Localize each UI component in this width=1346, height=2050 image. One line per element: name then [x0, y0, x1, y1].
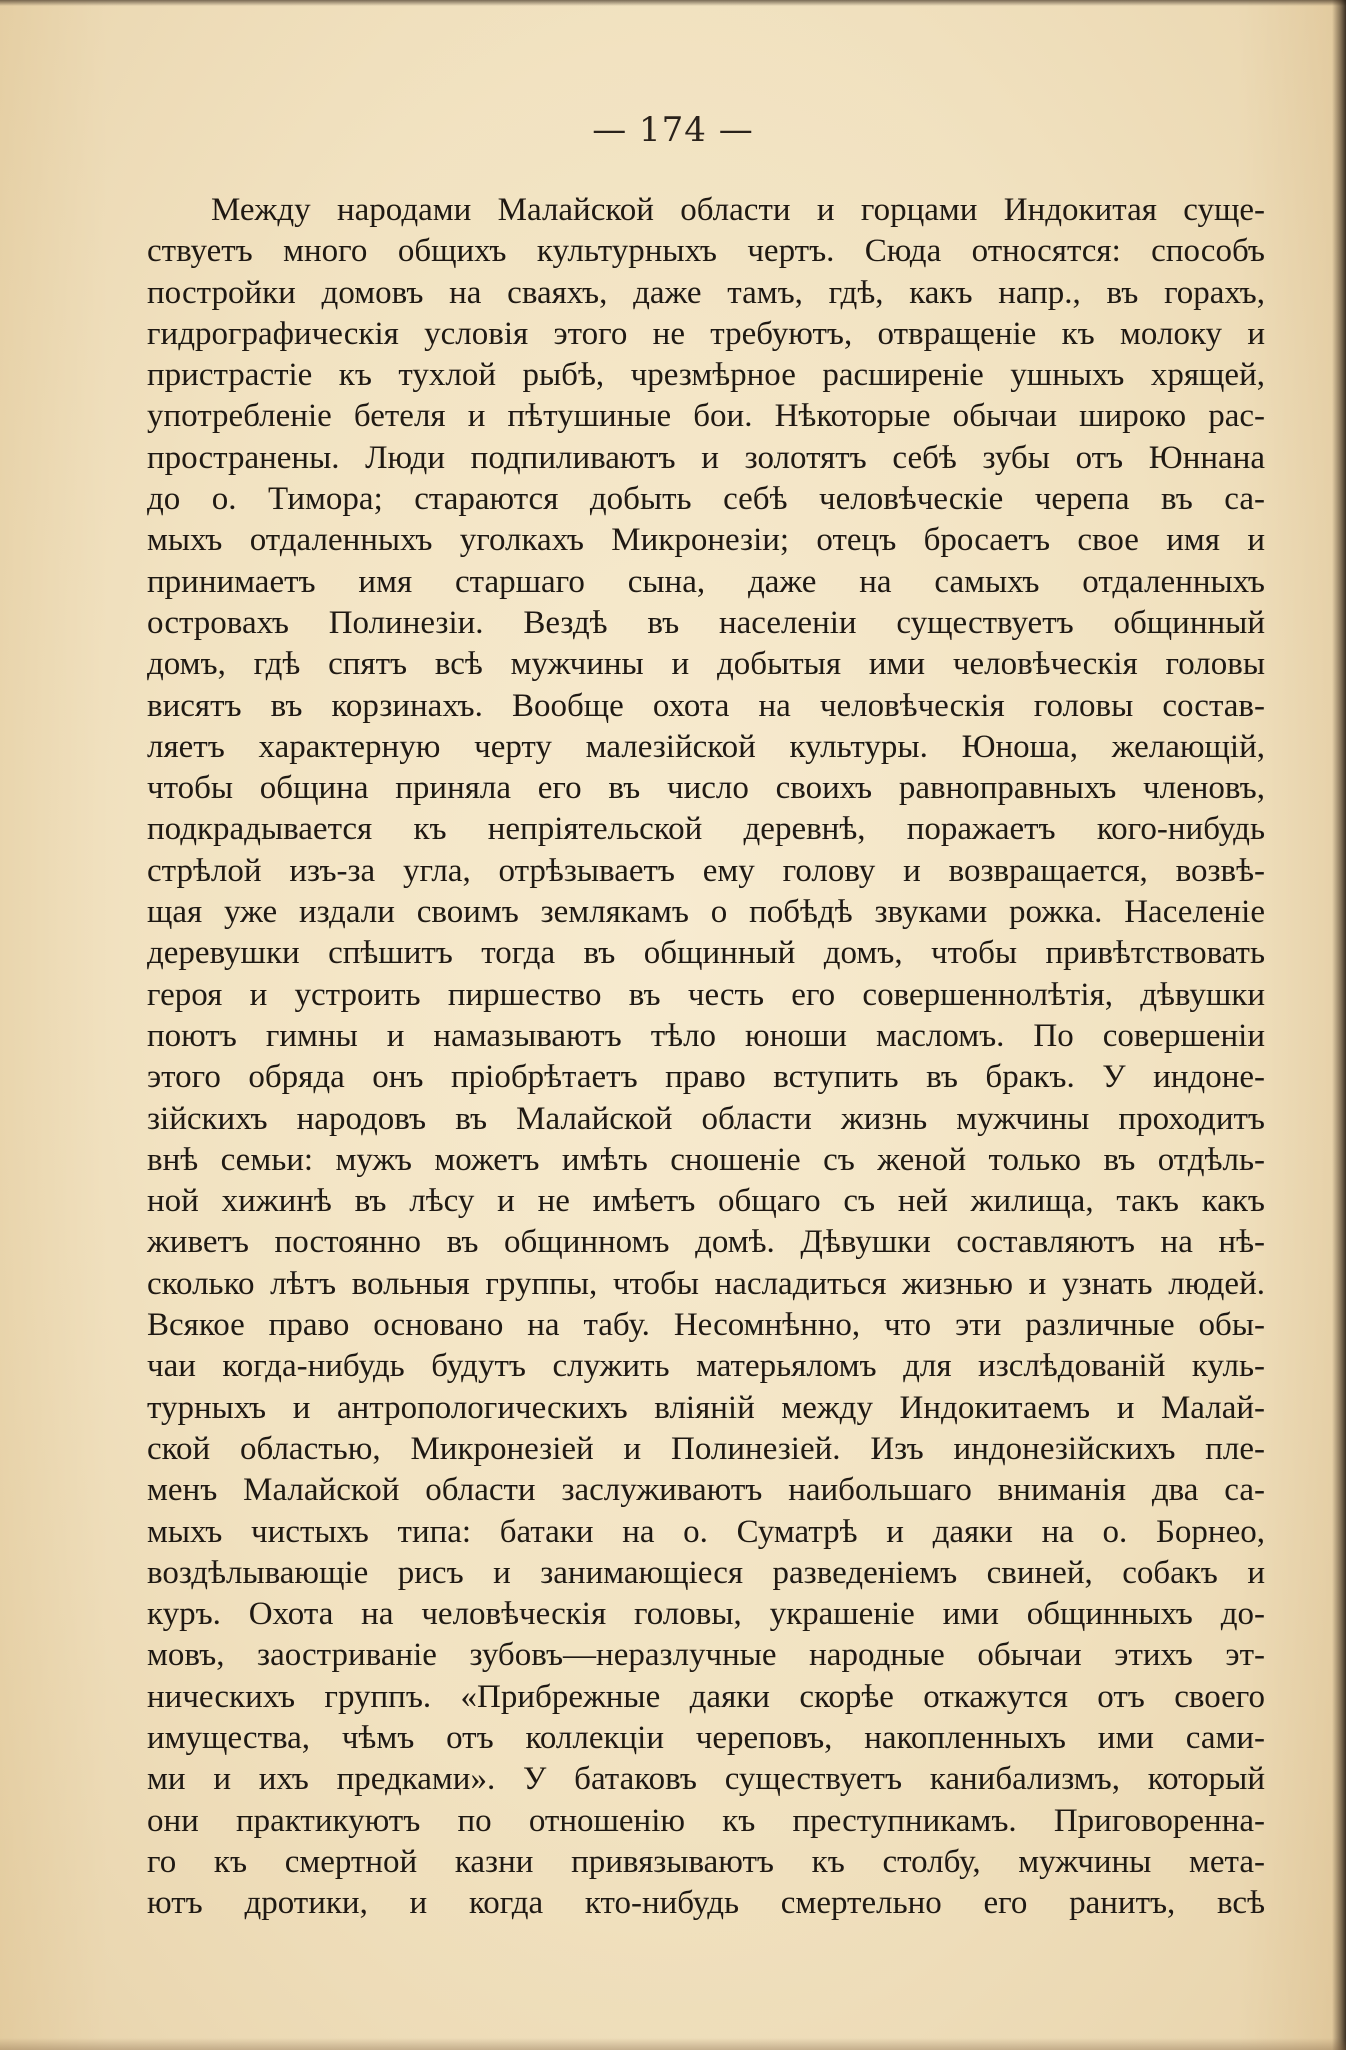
- text-line: островахъ Полинезіи. Вездѣ въ населеніи существуетъ общинный: [147, 604, 1265, 641]
- text-line: Всякое право основано на табу. Несомнѣнно, что эти различные обы-: [147, 1307, 1265, 1344]
- text-line: чаи когда-нибудь будутъ служить матерьяломъ для изслѣдованій куль-: [147, 1348, 1265, 1385]
- text-line: употребленіе бетеля и пѣтушиные бои. Нѣкоторые обычаи широко рас-: [147, 398, 1265, 435]
- text-line: стрѣлой изъ-за угла, отрѣзываетъ ему голову и возвращается, возвѣ-: [147, 852, 1265, 889]
- text-line: мыхъ чистыхъ типа: батаки на о. Суматрѣ и даяки на о. Борнео,: [147, 1513, 1265, 1550]
- text-line: принимаетъ имя старшаго сына, даже на самыхъ отдаленныхъ: [147, 563, 1265, 600]
- text-line: они практикуютъ по отношенію къ преступникамъ. Приговоренна-: [147, 1802, 1265, 1839]
- text-line: постройки домовъ на сваяхъ, даже тамъ, гдѣ, какъ напр., въ горахъ,: [147, 274, 1265, 311]
- text-line: героя и устроить пиршество въ честь его совершеннолѣтія, дѣвушки: [147, 976, 1265, 1013]
- text-line: деревушки спѣшитъ тогда въ общинный домъ, чтобы привѣтствовать: [147, 935, 1265, 972]
- text-line: ютъ дротики, и когда кто-нибудь смертельно его ранитъ, всѣ: [147, 1885, 1265, 1922]
- text-line: [147, 1924, 1265, 1965]
- page-bottom-edge-shadow: [0, 2038, 1346, 2050]
- body-text: [147, 190, 1265, 1966]
- text-line: внѣ семьи: мужъ можетъ имѣть сношеніе съ женой только въ отдѣль-: [147, 1141, 1265, 1178]
- text-line: ской областью, Микронезіей и Полинезіей. Изъ индонезійскихъ пле-: [147, 1430, 1265, 1467]
- text-line: домъ, гдѣ спятъ всѣ мужчины и добытыя ими человѣческія головы: [147, 646, 1265, 683]
- page-top-edge-shadow: [0, 0, 1346, 6]
- text-line: воздѣлывающіе рисъ и занимающіеся разведеніемъ свиней, собакъ и: [147, 1554, 1265, 1591]
- page-right-edge-shadow: [1332, 0, 1346, 2050]
- text-line: мовъ, заостриваніе зубовъ—неразлучные народные обычаи этихъ эт-: [147, 1637, 1265, 1674]
- text-line: сколько лѣтъ вольныя группы, чтобы насладиться жизнью и узнать людей.: [147, 1265, 1265, 1302]
- text-line: пространены. Люди подпиливаютъ и золотятъ себѣ зубы отъ Юннана: [147, 439, 1265, 476]
- text-line: живетъ постоянно въ общинномъ домѣ. Дѣвушки составляютъ на нѣ-: [147, 1224, 1265, 1261]
- text-line: турныхъ и антропологическихъ вліяній между Индокитаемъ и Малай-: [147, 1389, 1265, 1426]
- page-number: — 174 —: [592, 110, 754, 150]
- text-line: ляетъ характерную черту малезійской культуры. Юноша, желающій,: [147, 728, 1265, 765]
- text-line: этого обряда онъ пріобрѣтаетъ право вступить въ бракъ. У индоне-: [147, 1059, 1265, 1096]
- text-line: ническихъ группъ. «Прибрежные даяки скорѣе откажутся отъ своего: [147, 1678, 1265, 1715]
- text-line: менъ Малайской области заслуживаютъ наибольшаго вниманія два са-: [147, 1472, 1265, 1509]
- text-line: куръ. Охота на человѣческія головы, украшеніе ими общинныхъ до-: [147, 1596, 1265, 1633]
- text-line: ной хижинѣ въ лѣсу и не имѣетъ общаго съ ней жилища, такъ какъ: [147, 1183, 1265, 1220]
- text-line: подкрадывается къ непріятельской деревнѣ, поражаетъ кого-нибудь: [147, 811, 1265, 848]
- text-line: Между народами Малайской области и горцами Индокитая суще-: [211, 192, 1265, 228]
- text-line: гидрографическія условія этого не требуютъ, отвращеніе къ молоку и: [147, 315, 1265, 352]
- text-line: ствуетъ много общихъ культурныхъ чертъ. Сюда относятся: способъ: [147, 233, 1265, 270]
- text-line: до о. Тимора; стараются добыть себѣ человѣческіе черепа въ са-: [147, 481, 1265, 518]
- text-line: висятъ въ корзинахъ. Вообще охота на человѣческія головы состав-: [147, 687, 1265, 724]
- text-line: зійскихъ народовъ въ Малайской области жизнь мужчины проходитъ: [147, 1100, 1265, 1137]
- text-line: имущества, чѣмъ отъ коллекціи череповъ, накопленныхъ ими сами-: [147, 1719, 1265, 1756]
- text-line: мыхъ отдаленныхъ уголкахъ Микронезіи; отецъ бросаетъ свое имя и: [147, 522, 1265, 559]
- text-line: го къ смертной казни привязываютъ къ столбу, мужчины мета-: [147, 1843, 1265, 1880]
- text-line: пристрастіе къ тухлой рыбѣ, чрезмѣрное расширеніе ушныхъ хрящей,: [147, 357, 1265, 394]
- text-line: щая уже издали своимъ землякамъ о побѣдѣ звуками рожка. Населеніе: [147, 894, 1265, 931]
- text-line: ми и ихъ предками». У батаковъ существуетъ канибализмъ, который: [147, 1761, 1265, 1798]
- text-line: поютъ гимны и намазываютъ тѣло юноши масломъ. По совершеніи: [147, 1017, 1265, 1054]
- text-line: чтобы община приняла его въ число своихъ равноправныхъ членовъ,: [147, 770, 1265, 807]
